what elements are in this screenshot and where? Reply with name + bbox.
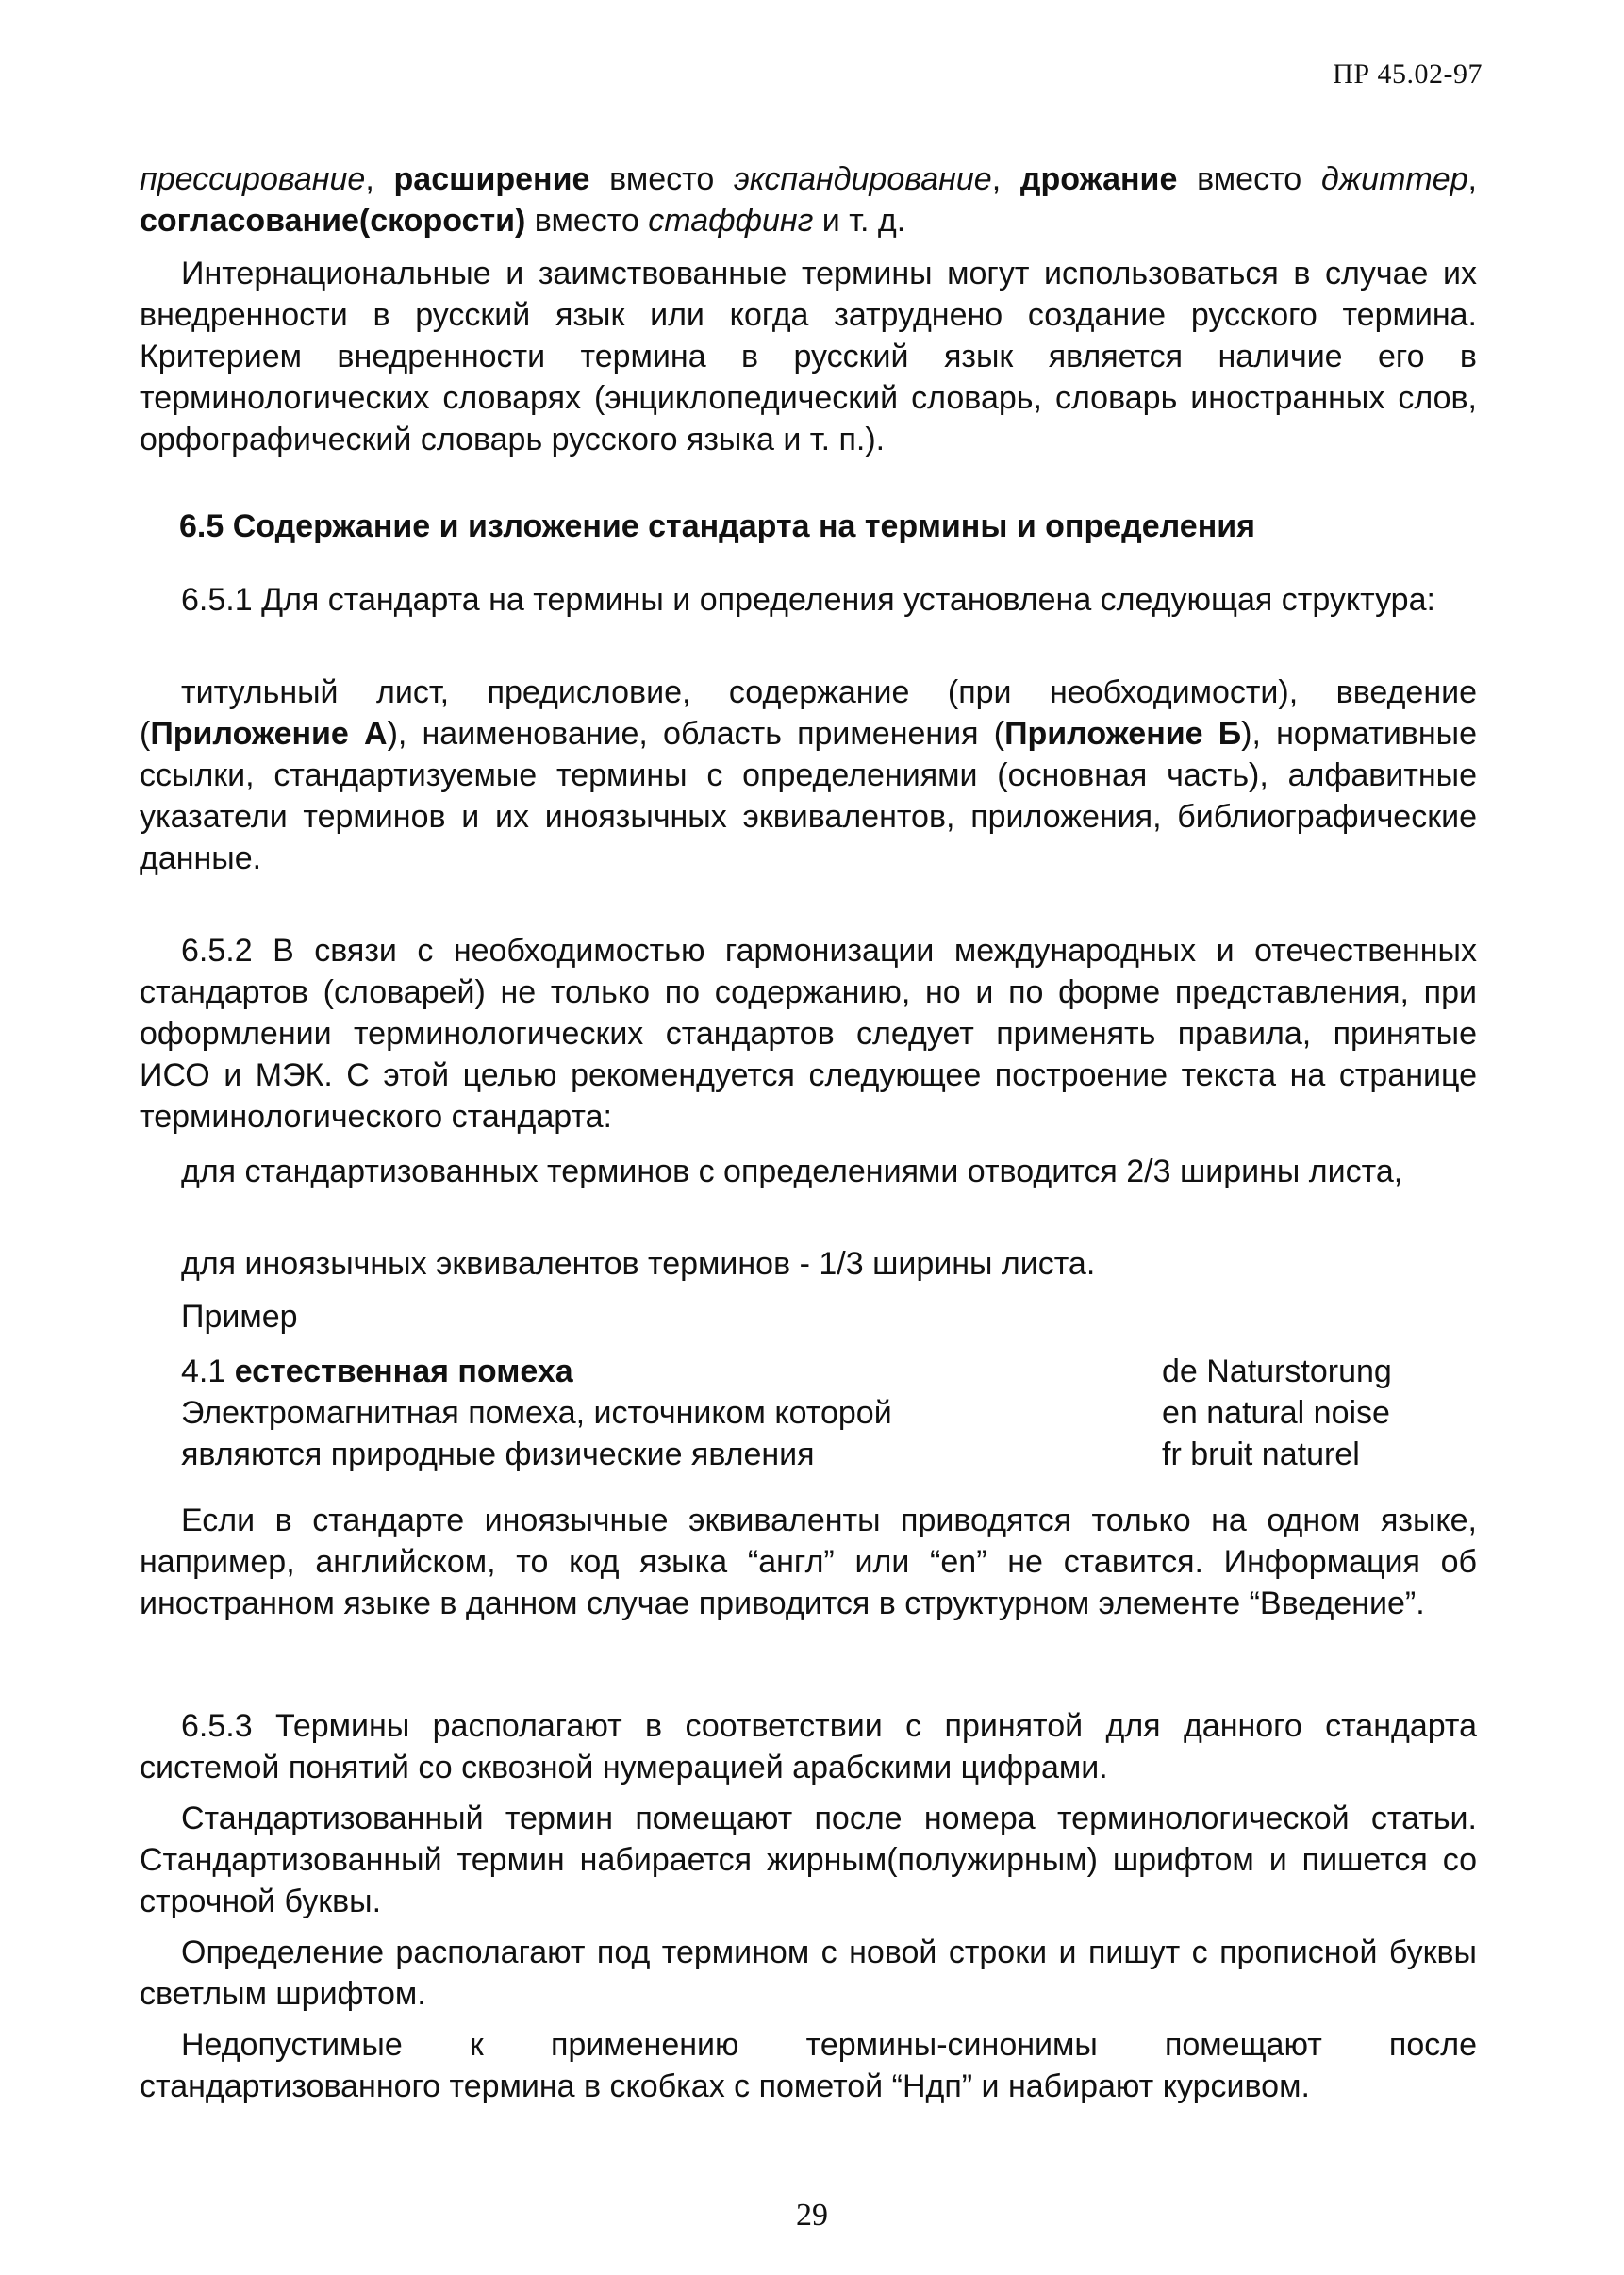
paragraph-6-5-2: 6.5.2 В связи с необходимостью гармонизации международных и отечественных стандартов (словарей) не только по содержанию, но и по форме представления, при оформлении терминологических стандартов следует применять правила, принятые ИСО и МЭК. С этой целью рекомендуется следующее построение текста на странице терминологического стандарта: bbox=[140, 933, 1477, 1135]
intro-term: расширение bbox=[393, 161, 590, 197]
paragraph-international-terms: Интернациональные и заимствованные термины могут использоваться в случае их внедренности в русский язык или когда затруднено создание русского термина. Критерием внедренности термина в русский язык является наличие его в терминологических словарях (энциклопедический словарь, словарь иностранных слов, орфографический словарь русского языка и т. п.). bbox=[140, 256, 1477, 457]
paragraph-language-note: Если в стандарте иноязычные эквиваленты приводятся только на одном языке, например, английском, то код языка “англ” или “en” не ставится. Информация об иностранном языке в данном случае приводится в структурном элементе “Введение”. bbox=[140, 1503, 1477, 1621]
paragraph-6-5-1: 6.5.1 Для стандарта на термины и определения установлена следующая структура: bbox=[181, 582, 1435, 618]
intro-term-replacements: прессирование, расширение вместо экспандирование, дрожание вместо джиттер, согласование(скорости) вместо стаффинг и т. д. bbox=[140, 161, 1477, 239]
example-lang-de: de Naturstorung bbox=[1162, 1353, 1392, 1389]
appendix-a-ref: Приложение А bbox=[150, 716, 388, 752]
intro-term: согласование(скорости) bbox=[140, 203, 526, 239]
example-definition-line: являются природные физические явления bbox=[181, 1436, 815, 1472]
intro-term: экспандирование bbox=[734, 161, 992, 197]
paragraph-structure: титульный лист, предисловие, содержание (при необходимости), введение (Приложение А), наименование, область применения (Приложение Б), нормативные ссылки, стандартизуемые термины с определениями (основная часть), алфавитные указатели терминов и их иноязычных эквивалентов, приложения, библиографические данные. bbox=[140, 674, 1477, 876]
example-term-number: 4.1 bbox=[181, 1353, 235, 1389]
paragraph-6-5-3: 6.5.3 Термины располагают в соответствии с принятой для данного стандарта системой понятий со сквозной нумерацией арабскими цифрами. bbox=[140, 1708, 1477, 1785]
paragraph-synonyms: Недопустимые к применению термины-синонимы помещают после стандартизованного термина в скобках с пометой “Ндп” и набирают курсивом. bbox=[140, 2027, 1477, 2104]
page-number: 29 bbox=[796, 2198, 828, 2233]
intro-term: джиттер bbox=[1320, 161, 1468, 197]
example-row-term bbox=[181, 1351, 1501, 1392]
intro-term: дрожание bbox=[1019, 161, 1178, 197]
intro-term: прессирование bbox=[140, 161, 366, 197]
section-heading-6-5: 6.5 Содержание и изложение стандарта на термины и определения bbox=[179, 508, 1255, 544]
example-row-definition-2 bbox=[181, 1434, 1501, 1475]
paragraph-term-placement: Стандартизованный термин помещают после номера терминологической статьи. Стандартизованный термин набирается жирным(полужирным) шрифтом и пишется со строчной буквы. bbox=[140, 1801, 1477, 1919]
example-row-definition-1 bbox=[181, 1392, 1501, 1434]
intro-term: стаффинг bbox=[648, 203, 814, 239]
example-label: Пример bbox=[181, 1299, 298, 1335]
example-lang-fr: fr bruit naturel bbox=[1162, 1436, 1360, 1472]
example-lang-en: en natural noise bbox=[1162, 1395, 1390, 1431]
example-definition-line: Электромагнитная помеха, источником которой bbox=[181, 1395, 892, 1431]
appendix-b-ref: Приложение Б bbox=[1004, 716, 1242, 752]
paragraph-definition-placement: Определение располагают под термином с новой строки и пишут с прописной буквы светлым шрифтом. bbox=[140, 1935, 1477, 2012]
example-term: естественная помеха bbox=[234, 1353, 573, 1389]
paragraph-width-two-thirds: для стандартизованных терминов с определениями отводится 2/3 ширины листа, bbox=[181, 1154, 1403, 1189]
paragraph-width-one-third: для иноязычных эквивалентов терминов - 1/3 ширины листа. bbox=[181, 1246, 1096, 1282]
document-code: ПР 45.02-97 bbox=[1333, 58, 1483, 90]
